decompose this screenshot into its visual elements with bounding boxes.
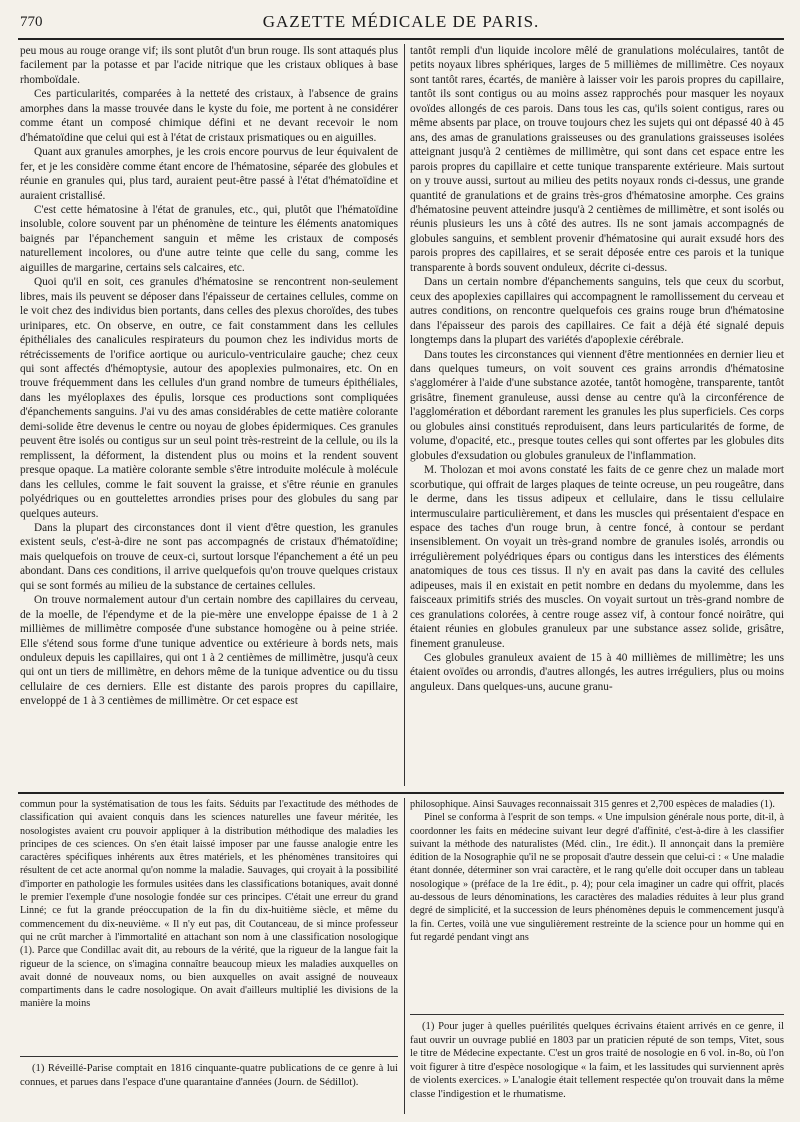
header-rule bbox=[18, 38, 784, 40]
article-column-left bbox=[20, 44, 398, 709]
footnote-rule bbox=[20, 1056, 398, 1057]
page-header bbox=[18, 12, 784, 34]
paragraph: Dans la plupart des circonstances dont il vient d'être question, les granules existent seuls, c'est-à-dire ne sont pas accompagnés de cristaux d'hématoïdine; mais quelquefois on trouve de ceux-ci, surtout lorsque l'épanchement a été un peu abondant. Dans ces conditions, il arrive quelquefois qu'on trouve quelques cristaux qui se sont formés au milieu de la substance de certaines cellules. bbox=[20, 521, 398, 592]
column-divider bbox=[404, 798, 405, 1114]
article-column-right bbox=[410, 44, 784, 694]
paragraph: Ces globules granuleux avaient de 15 à 40 millièmes de millimètre; les uns étaient ovoïdes ou arrondis, d'autres allongés, les autres irréguliers, plus ou moins anguleux. Dans quelques-uns, aucune granu- bbox=[410, 652, 784, 693]
journal-title: GAZETTE MÉDICALE DE PARIS. bbox=[262, 12, 540, 31]
footnote-text: (1) Pour juger à quelles puérilités quelques écrivains étaient arrivés en ce genre, il faut ouvrir un ouvrage publié en 1803 par un praticien réputé de son temps, Vitet, sous le titre de Médecine expectante. C'est un gros traité de nosologie en 6 vol. in-8o, où l'on voit figurer à titre d'espèce nosologique « la faim, et les lassitudes qui surviennent après de violents exercices. » L'analogie était tellement respectée qu'on trouvait dans la même classe l'indigestion et le rhumatisme. bbox=[410, 1021, 784, 1100]
paragraph: Ces particularités, comparées à la netteté des cristaux, à l'absence de grains amorphes dans la masse trouvée dans le kyste du foie, me portent à ne considérer comme étant un composé chimique défini et ne devant recevoir le nom d'hématoïdine que celui qui est à l'état de cristaux prismatiques ou en aiguilles. bbox=[20, 88, 398, 144]
footnote-left bbox=[20, 1062, 398, 1089]
footnote-rule bbox=[410, 1014, 784, 1015]
paragraph: Pinel se conforma à l'esprit de son temps. « Une impulsion générale nous porte, dit-il, à coordonner les faits en médecine suivant leur degré d'affinité, c'est-à-dire à les classifier suivant la méthode des naturalistes (Méd. clin., 1re édit.). Il annonçait dans la première édition de la Nosographie qu'il ne se proposait d'autre dessein que celui-ci : « Une maladie étant donnée, déterminer son vrai caractère, et le rang qu'elle doit occuper dans un tableau nosologique » (préface de la 1re édit., p. 4); pour cela imaginer un cadre qui offrit, placés au-dessous de leurs dénominations, les caractères des maladies réduites à leur plus grand degré de simplicité, et la succession de leurs phénomènes depuis le commencement jusqu'à la fin. Certes, voilà une vue singulièrement restreinte de la science pour un homme qui en fut regardé pendant vingt ans bbox=[410, 812, 784, 943]
paragraph: commun pour la systématisation de tous les faits. Séduits par l'exactitude des méthodes de classification qui avaient conquis dans les sciences naturelles une faveur méritée, les nosologistes avaient cru pouvoir appliquer à la distribution méthodique des maladies les principes de ces sciences. On s'en était laissé imposer par une fausse analogie entre les caractères spécifiques inhérents aux êtres matériels, et les phénomènes transitoires qui résultent de cet acte anormal qu'on nomme la maladie. Sauvages, qui croyait à la possibilité d'importer en pathologie les formules usitées dans les classifications botaniques, avait donné le premier l'exemple d'une nosologie fondée sur ces principes. C'était une erreur du grand Linné; ce fut la grande préoccupation de la fin du dix-huitième siècle, et même du commencement du dix-neuvième. « Il n'y eut pas, dit Coutanceau, de si mince professeur qui ne crût marcher à l'immortalité en attachant son nom à une classification nosologique (1). Parce que Condillac avait dit, au rebours de la vérité, que la rigueur de la langue fait la rigueur de la science, on s'imagina connaître beaucoup mieux les maladies auxquelles on avait donné de nouveaux noms, ou bien auxquelles on avait assigné de nouveaux compartiments dans le cadre nosologique. On avait d'ailleurs multiplié les divisions de la manière la moins bbox=[20, 799, 398, 1010]
paragraph: On trouve normalement autour d'un certain nombre des capillaires du cerveau, de la moelle, de l'épendyme et de la pie-mère une enveloppe épaisse de 1 à 2 millièmes de millimètre composée d'une substance homogène ou à peine striée. Elle s'étend sous forme d'une tunique adventice ou extérieure à bords nets, mais onduleux depuis les capillaires, qui ont 1 à 2 centièmes de millimètre, jusqu'à ceux qui ont un tiers de millimètre, en dehors même de la tunique adventice ou du tissu cellulaire de ces derniers. Elle est distante des parois propres du capillaire, enveloppé de 1 à 3 centièmes de millimètre. Or cet espace est bbox=[20, 594, 398, 708]
paragraph: Quoi qu'il en soit, ces granules d'hématosine se rencontrent non-seulement libres, mais ils peuvent se déposer dans l'épaisseur de certaines cellules, comme on le voit chez des individus bien portants, dans celles des plexus choroïdes, des tubes urinipares, etc. On observe, en outre, ce fait constamment dans les cellules épithéliales des canalicules respirateurs du poumon chez les individus morts de rétrécissements de l'orifice aortique ou auriculo-ventriculaire gauche; chez ceux qui sont affectés d'hémoptysie, autour des apoplexies pulmonaires, etc. On en trouve fréquemment dans les cellules d'un grand nombre de tumeurs épithéliales, dans les myéloplaxes des épulis, lorsque ces productions sont compliquées d'épanchements sanguins. J'ai vu des amas considérables de cette matière colorante demi-solide être devenus le centre ou noyau de globes épidermiques. Ces granules peuvent être isolés ou contigus sur un seul point très-restreint de la cellule, ou ils la remplissent, la déforment, la distendent plus ou moins et la rendent souvent presque opaque. La matière colorante semble s'être introduite molécule à molécule dans les cellules, comme le fait souvent la graisse, et s'être réunie en granules polyédriques ou en gouttelettes arrondies prises pour des globules du sang par quelques auteurs. bbox=[20, 276, 398, 520]
page-number: 770 bbox=[20, 14, 43, 30]
section-separator bbox=[18, 792, 784, 794]
paragraph: M. Tholozan et moi avons constaté les faits de ce genre chez un malade mort scorbutique, qui offrait de larges plaques de teinte ocreuse, un peu rougeâtre, dans le derme, dans les tissus adipeux et cellulaire, dans le tissu cellulaire intermusculaire particulièrement, et dans les muscles qui présentaient d'espace en espace des taches d'un rouge brun, à centre foncé, à contour se perdant insensiblement. On voyait un très-grand nombre de granules isolés, arrondis ou irrégulièrement polyédriques épars ou contigus dans les interstices des éléments anatomiques de tous ces tissus. Il n'y en avait pas dans la cavité des cellules adipeuses, mais il en existait en petit nombre en dedans du myolemme, dans les faisceaux primitifs striés des muscles. On voyait surtout un très-grand nombre de ces granulations colorées, à centre rouge assez vif, à contour foncé noirâtre, qui étaient réunies en globules granuleux par une substance assez solide, grisâtre, finement granuleuse. bbox=[410, 464, 784, 650]
paragraph: Dans toutes les circonstances qui viennent d'être mentionnées en dernier lieu et dans quelques tumeurs, on voit souvent ces grains arrondis d'hématosine s'agglomérer à l'aide d'une substance azotée, tantôt homogène, transparente, tantôt grisâtre, finement granuleuse, aussi dense au centre qu'à la circonférence de l'agglomération et débordant rarement les granules les plus superficiels. Ces corps ou globules ainsi constitués reproduisent, dans leurs particularités de forme, de volume, d'opacité, etc., presque toutes celles qui sont offertes par les globules dits globules d'exsudation ou globules granuleux de l'inflammation. bbox=[410, 348, 784, 462]
paragraph: Dans un certain nombre d'épanchements sanguins, tels que ceux du scorbut, ceux des apoplexies capillaires qui accompagnent le ramollissement du cerveau et autres conditions, on rencontre quelquefois ces grains rouge brun d'hématosine dans l'épaisseur des parois des capillaires. Ce fait a déjà été signalé depuis longtemps dans la plupart des variétés d'apoplexie cérébrale. bbox=[410, 276, 784, 347]
paragraph: philosophique. Ainsi Sauvages reconnaissait 315 genres et 2,700 espèces de maladies (1). bbox=[410, 799, 775, 810]
paragraph: Quant aux granules amorphes, je les crois encore pourvus de leur équivalent de fer, et je les considère comme étant encore de l'hématosine, séparée des globules et réunie en granules qui, plus tard, auraient peut-être passé à l'état d'hématoïdine et auraient cristallisé. bbox=[20, 146, 398, 202]
footnote-right bbox=[410, 1020, 784, 1102]
footnote-text: (1) Réveillé-Parise comptait en 1816 cinquante-quatre publications de ce genre à lui connues, et parues dans l'espace d'une quarantaine d'années (Journ. de Sédillot). bbox=[20, 1063, 398, 1088]
paragraph: peu mous au rouge orange vif; ils sont plutôt d'un brun rouge. Ils sont attaqués plus facilement par la potasse et par l'acide nitrique que les cristaux obliques à base rhomboïdale. bbox=[20, 45, 398, 86]
paragraph: C'est cette hématosine à l'état de granules, etc., qui, plutôt que l'hématoïdine insoluble, colore souvent par un phénomène de teinture les éléments anatomiques baignés par l'épanchement sanguin et même les cristaux de composés naturellement incolores, ou d'une autre teinte que celle du sang, comme les aiguilles de margarine, certains sels calcaires, etc. bbox=[20, 203, 398, 274]
feuilleton-column-right bbox=[410, 798, 784, 944]
feuilleton-column-left bbox=[20, 798, 398, 1011]
paragraph: tantôt rempli d'un liquide incolore mêlé de granulations moléculaires, tantôt de petits noyaux libres sphériques, larges de 5 millièmes de millimètre. Ces noyaux sont tantôt rares, écartés, de manière à laisser voir les parois propres du capillaire, tantôt ils sont contigus ou au moins assez rapprochés pour masquer les noyaux ovoïdes allongés de ces parois. Dans tous les cas, qu'ils soient contigus, rares ou même absents par place, on trouve toujours chez les sujets qui ont dépassé 40 à 45 ans, des amas de granulations graisseuses ou des granulations graisseuses isolées atteignant jusqu'à 2 centièmes de millimètre, qui sont dans cet espace entre les parois propres du capillaire et cette tunique transparente extérieure. Mais surtout on y trouve aussi, surtout au milieu des petits noyaux ronds ci-dessus, une grande quantité de granulations et de grains très-gros d'hématosine amorphe. Ces grains d'hématosine peuvent atteindre jusqu'à 2 centièmes de millimètre, et sont isolés ou réunis plusieurs les uns à côté des autres. Ils ne sont jamais accompagnés de globules sanguins, et semblent provenir d'hématosine qui aurait exsudé hors des parois propres des capillaires, et se serait déposée entre ces parois et la tunique transparente à bords souvent onduleux, décrite ci-dessus. bbox=[410, 45, 784, 274]
column-divider bbox=[404, 44, 405, 786]
